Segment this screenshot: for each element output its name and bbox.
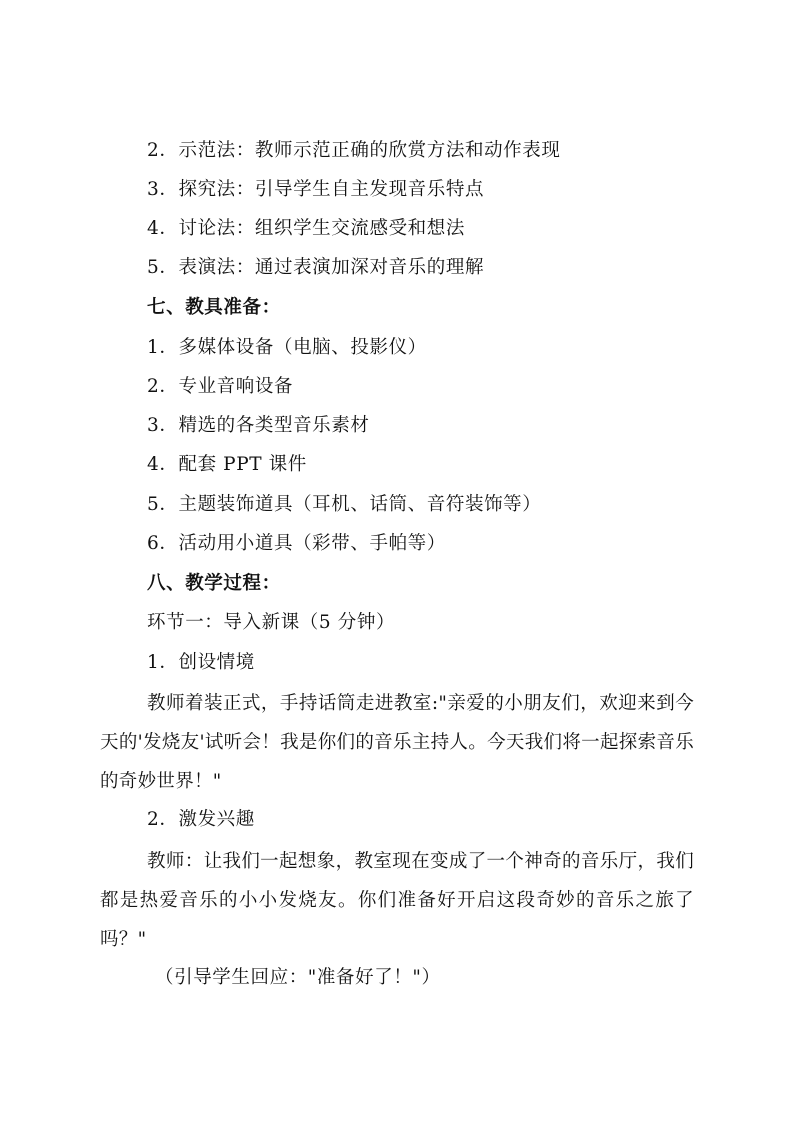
section-heading-teaching-aids: 七、教具准备： (147, 297, 281, 318)
method-item-4: 4．讨论法：组织学生交流感受和想法 (147, 218, 465, 239)
tool-item-5: 5．主题装饰道具（耳机、话筒、音符装饰等） (147, 494, 542, 515)
step-title-2: 2．激发兴趣 (147, 809, 255, 830)
tool-item-4: 4．配套 PPT 课件 (147, 454, 307, 475)
method-item-2: 2．示范法：教师示范正确的欣赏方法和动作表现 (147, 140, 561, 161)
method-item-5: 5．表演法：通过表演加深对音乐的理解 (147, 257, 485, 278)
step-paragraph-1: 教师着装正式，手持话筒走进教室:"亲爱的小朋友们，欢迎来到今天的'发烧友'试听会！我是你们的音乐主持人。今天我们将一起探索音乐的奇妙世界！" (100, 693, 694, 792)
stage-title: 环节一：导入新课（5 分钟） (147, 612, 396, 633)
method-item-3: 3．探究法：引导学生自主发现音乐特点 (147, 179, 485, 200)
tool-item-3: 3．精选的各类型音乐素材 (147, 415, 370, 436)
step-paragraph-2: 教师：让我们一起想象，教室现在变成了一个神奇的音乐厅，我们都是热爱音乐的小小发烧友。你们准备好开启这段奇妙的音乐之旅了吗？" (100, 851, 694, 950)
step-title-1: 1．创设情境 (147, 652, 255, 673)
tool-item-1: 1．多媒体设备（电脑、投影仪） (147, 337, 427, 358)
tool-item-6: 6．活动用小道具（彩带、手帕等） (147, 533, 446, 554)
guide-note: （引导学生回应："准备好了！"） (155, 967, 441, 988)
tool-item-2: 2．专业音响设备 (147, 376, 294, 397)
section-heading-teaching-process: 八、教学过程： (147, 573, 281, 594)
